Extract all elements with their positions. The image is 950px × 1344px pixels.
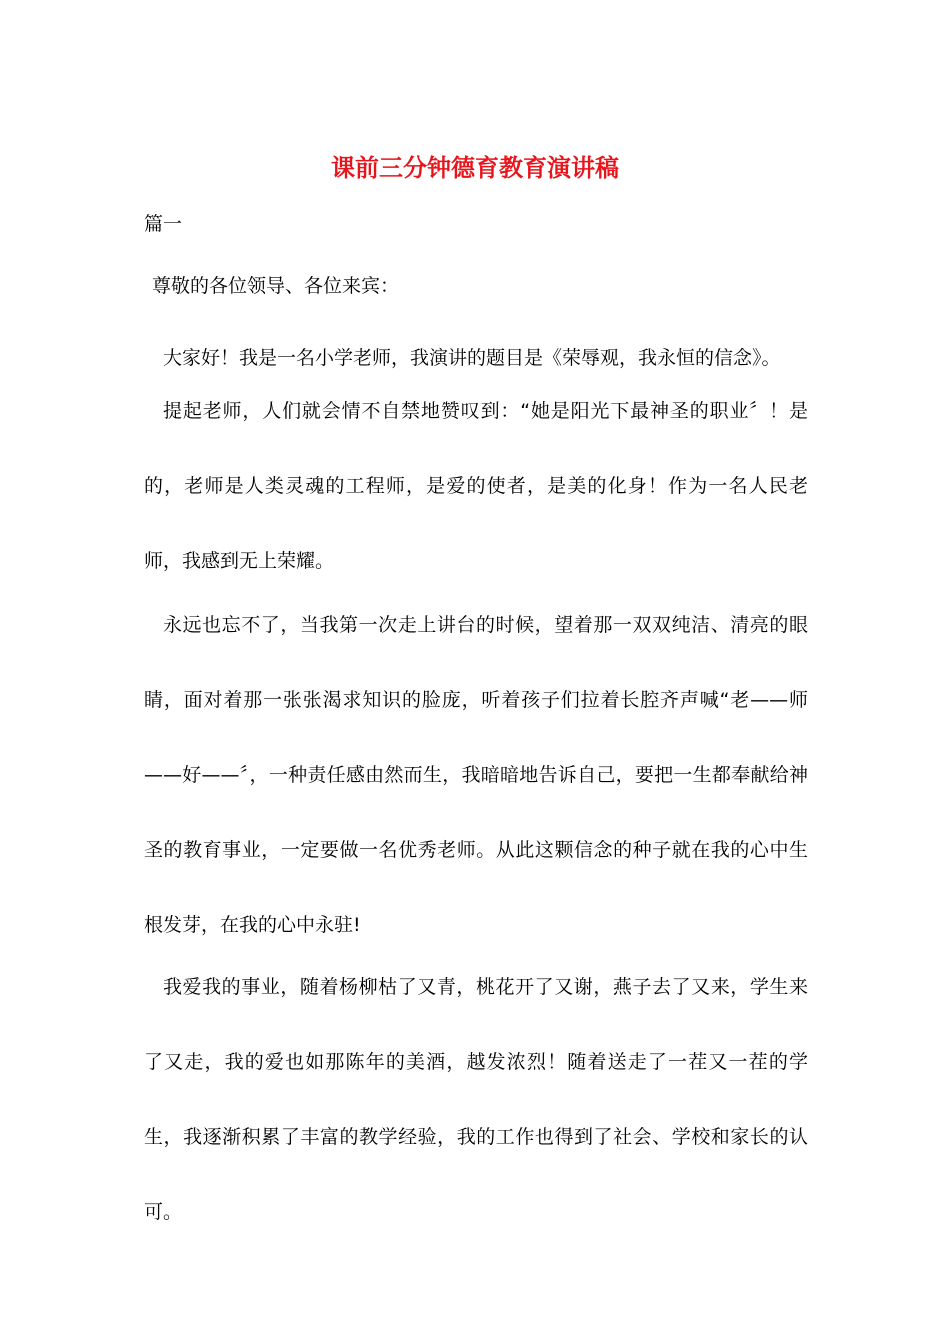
body-paragraph: 大家好！我是一名小学老师，我演讲的题目是《荣辱观，我永恒的信念》。 [163,347,781,369]
body-paragraph: 我爱我的事业，随着杨柳枯了又青，桃花开了又谢，燕子去了又来，学生来了又走，我的爱也如那陈年的美酒，越发浓烈！随着送走了一茬又一茬的学生，我逐渐积累了丰富的教学经验，我的工作也得到了社会、学校和家长的认可。 [144,976,808,1223]
body-paragraph: 永远也忘不了，当我第一次走上讲台的时候，望着那一双双纯洁、清亮的眼睛，面对着那一张张渴求知识的脸庞，听着孩子们拉着长腔齐声喊“老——师——好——〞，一种责任感由然而生，我暗暗地告诉自己，要把一生都奉献给神圣的教育事业，一定要做一名优秀老师。从此这颗信念的种子就在我的心中生根发芽，在我的心中永驻! [144,614,808,936]
body-paragraph: 提起老师，人们就会情不自禁地赞叹到：“她是阳光下最神圣的职业〞！是的，老师是人类灵魂的工程师，是爱的使者，是美的化身！作为一名人民老师，我感到无上荣耀。 [144,400,808,572]
document-title: 课前三分钟德育教育演讲稿 [331,153,619,182]
section-heading: 篇一 [144,213,183,235]
salutation: 尊敬的各位领导、各位来宾： [152,275,400,297]
